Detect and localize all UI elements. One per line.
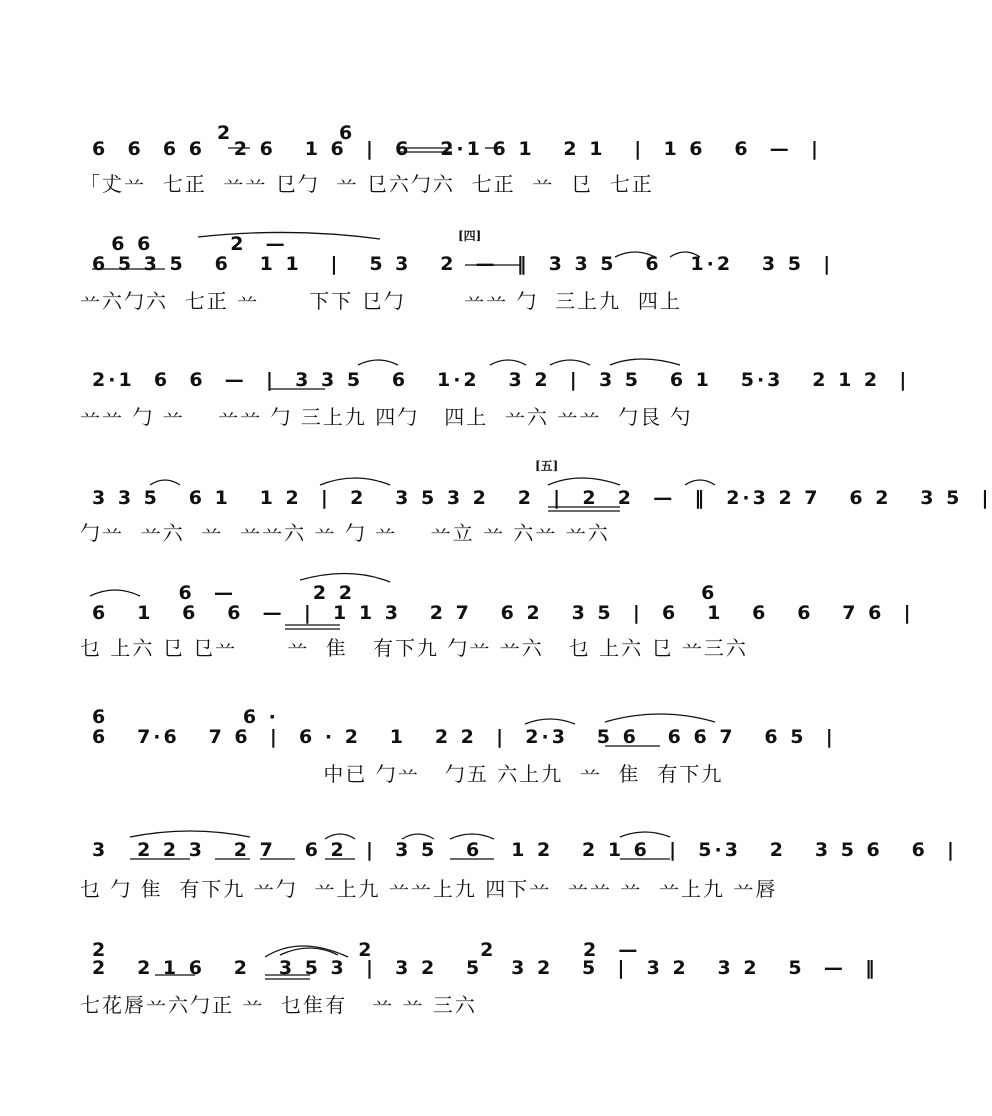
system-3-notes: 2·1 6 6 — | 3 3 5 6 1·2 3 2 | 3 5 6 1 5·3 2 1 2 | — [92, 369, 910, 391]
system-6-notes: 6 7·6 7 6 | 6 · 2 1 2 2 | 2·3 5 6 6 6 7 6 5 | — [92, 726, 836, 748]
system-1 — [80, 110, 821, 200]
system-7-tablature: 乜 勹 隹 有下九 䒑勹 䒑上九 䒑䒑上九 四下䒑 䒑䒑 䒑 䒑上九 䒑唇 — [80, 877, 778, 901]
system-8-tablature: 七花唇䒑六勹正 䒑 乜隹有 䒑 䒑 三六 — [80, 993, 477, 1017]
system-7-notes: 3 2 2 3 2 7 6 2 | 3 5 6 1 2 2 1 6 | 5·3 2 3 5 6 6 | — [92, 839, 957, 861]
system-1-notes: 6 6 6 6 2 6 1 6 | 6 2·1 6 1 2 1 | 1 6 6 — | — [92, 138, 821, 160]
system-2-tablature: 䒑六勹六 七正 䒑 下下 㔾勹 䒑䒑 勹 三上九 四上 — [80, 289, 682, 313]
section-marker-4: [四] — [458, 229, 482, 243]
system-4 — [80, 455, 992, 555]
system-5-upper: 6 — 2 2 6 — [92, 582, 718, 604]
system-2-upper: 6 6 2 — — [92, 233, 288, 255]
system-3-tablature: 䒑䒑 勹 䒑 䒑䒑 勹 三上九 四勹 四上 䒑六 䒑䒑 勹艮 勺 — [80, 405, 693, 429]
system-6-upper: 6 6 · — [92, 706, 279, 728]
system-4-notes: 3 3 5 6 1 1 2 | 2 3 5 3 2 2 | 2 2 — ‖ 2·3 2 7 6 2 3 5 | — [92, 487, 992, 509]
system-5-notes: 6 1 6 6 — | 1 1 3 2 7 6 2 3 5 | 6 1 6 6 7 6 | — [92, 602, 914, 624]
system-7 — [80, 825, 957, 915]
system-6 — [80, 700, 836, 800]
system-4-tablature: 勹䒑 䒑六 䒑 䒑䒑六 䒑 勹 䒑 䒑立 䒑 六䒑 䒑六 — [80, 521, 610, 545]
section-marker-5: [五] — [535, 459, 559, 473]
system-8-upper: 2 2 2 2 — — [92, 939, 641, 961]
system-2 — [80, 225, 834, 320]
system-1-tablature: 「𠀋䒑 七正 䒑䒑 㔾勹 䒑 㔾六勹六 七正 䒑 㔾 七正 — [80, 172, 654, 196]
system-2-notes: 6 5 3 5 6 1 1 | 5 3 2 — ‖ 3 3 5 6 1·2 3 5 | — [92, 253, 834, 275]
system-8-notes: 2 2 1 6 2 3 5 3 | 3 2 5 3 2 5 | 3 2 3 2 5 — ‖ — [92, 957, 878, 979]
system-1-upper: 2 6 — [92, 122, 356, 144]
system-5 — [80, 570, 914, 670]
system-6-tablature: 中已 勹䒑 勹五 六上九 䒑 隹 有下九 — [290, 762, 724, 786]
system-8 — [80, 935, 878, 1025]
system-3 — [80, 355, 910, 445]
system-5-tablature: 乜 上六 㔾 㔾䒑 䒑 隹 有下九 勹䒑 䒑六 乜 上六 㔾 䒑三六 — [80, 636, 748, 660]
